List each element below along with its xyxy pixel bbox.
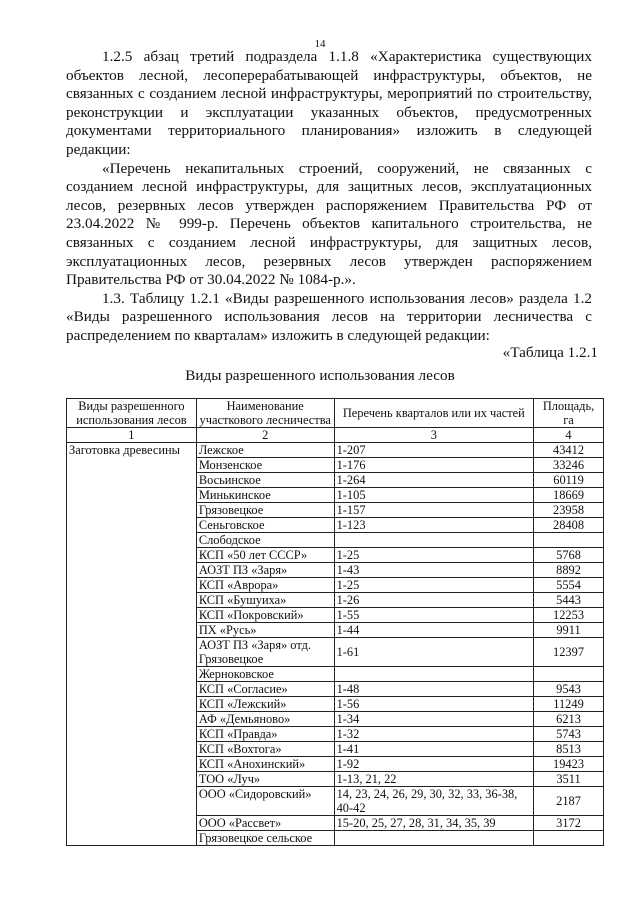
quarters-cell: 1-25 [334, 548, 533, 563]
forestry-name-cell: ТОО «Луч» [196, 772, 334, 787]
area-cell: 12253 [534, 608, 604, 623]
quarters-cell: 1-207 [334, 443, 533, 458]
area-cell: 9543 [534, 682, 604, 697]
area-cell [534, 831, 604, 846]
area-cell: 5768 [534, 548, 604, 563]
quarters-cell: 1-61 [334, 638, 533, 667]
forestry-name-cell: Жерноковское [196, 667, 334, 682]
column-number: 4 [534, 428, 604, 443]
table-caption: Виды разрешенного использования лесов [185, 367, 455, 384]
column-number: 3 [334, 428, 533, 443]
area-cell: 5443 [534, 593, 604, 608]
area-cell: 43412 [534, 443, 604, 458]
quarters-cell: 1-105 [334, 488, 533, 503]
area-cell: 3172 [534, 816, 604, 831]
column-number: 2 [196, 428, 334, 443]
forestry-name-cell: Сеньговское [196, 518, 334, 533]
area-cell [534, 667, 604, 682]
paragraph-1-2-5: 1.2.5 абзац третий подраздела 1.1.8 «Характеристика существующих объектов лесной, лесоперерабатывающей инфраструктуры, объектов, не связанных с созданием лесной инфраструктуры, мероприятий по строительству, реконструкции и эксплуатации указанных объектов, предусмотренных документами территориального планирования» изложить в следующей редакции: [66, 48, 592, 158]
quarters-cell: 1-157 [334, 503, 533, 518]
quarters-cell: 1-264 [334, 473, 533, 488]
forestry-name-cell: КСП «Бушуиха» [196, 593, 334, 608]
paragraph-1-3: 1.3. Таблицу 1.2.1 «Виды разрешенного использования лесов» раздела 1.2 «Виды разрешенного использования лесов на территории лесничества с распределением по кварталам» изложить в следующей редакции: [66, 289, 592, 344]
area-cell: 19423 [534, 757, 604, 772]
forestry-name-cell: АФ «Демьяново» [196, 712, 334, 727]
quarters-cell: 1-26 [334, 593, 533, 608]
area-cell: 18669 [534, 488, 604, 503]
area-cell: 60119 [534, 473, 604, 488]
area-cell [534, 533, 604, 548]
header-forestry-name: Наименование участкового лесничества [196, 399, 334, 428]
column-number-row [67, 428, 604, 443]
quarters-cell [334, 533, 533, 548]
area-cell: 8513 [534, 742, 604, 757]
quarters-cell: 1-43 [334, 563, 533, 578]
quarters-cell: 15-20, 25, 27, 28, 31, 34, 35, 39 [334, 816, 533, 831]
forestry-name-cell: Монзенское [196, 458, 334, 473]
quarters-cell: 1-32 [334, 727, 533, 742]
area-cell: 23958 [534, 503, 604, 518]
quarters-cell: 1-176 [334, 458, 533, 473]
quarters-cell: 1-41 [334, 742, 533, 757]
paragraph-quote: «Перечень некапитальных строений, сооружений, не связанных с созданием лесной инфраструктуры, для защитных лесов, эксплуатационных лесов, резервных лесов утвержден распоряжением Правительства РФ от 23.04.2022 № 999-р. Перечень объектов капитального строительства, не связанных с созданием лесной инфраструктуры, для защитных лесов, эксплуатационных лесов, резервных лесов утвержден распоряжением Правительства РФ от 30.04.2022 № 1084-р.». [66, 159, 592, 289]
body-text [66, 48, 592, 346]
area-cell: 11249 [534, 697, 604, 712]
forestry-name-cell: Восьинское [196, 473, 334, 488]
forestry-name-cell: КСП «Согласие» [196, 682, 334, 697]
forestry-name-cell: ООО «Рассвет» [196, 816, 334, 831]
quarters-cell: 1-56 [334, 697, 533, 712]
forestry-name-cell: КСП «Вохтога» [196, 742, 334, 757]
quarters-cell [334, 831, 533, 846]
area-cell: 6213 [534, 712, 604, 727]
area-cell: 5554 [534, 578, 604, 593]
forestry-name-cell: ООО «Сидоровский» [196, 787, 334, 816]
quarters-cell: 1-92 [334, 757, 533, 772]
forestry-name-cell: КСП «50 лет СССР» [196, 548, 334, 563]
quarters-cell: 1-123 [334, 518, 533, 533]
area-cell: 5743 [534, 727, 604, 742]
quarters-cell: 1-44 [334, 623, 533, 638]
table-body [67, 443, 604, 846]
header-quarters: Перечень кварталов или их частей [334, 399, 533, 428]
forestry-name-cell: Грязовецкое сельское [196, 831, 334, 846]
area-cell: 28408 [534, 518, 604, 533]
header-area: Площадь, га [534, 399, 604, 428]
forestry-name-cell: КСП «Покровский» [196, 608, 334, 623]
forestry-name-cell: Лежское [196, 443, 334, 458]
forestry-name-cell: КСП «Аврора» [196, 578, 334, 593]
area-cell: 8892 [534, 563, 604, 578]
forestry-name-cell: ПХ «Русь» [196, 623, 334, 638]
quarters-cell: 1-55 [334, 608, 533, 623]
quarters-cell [334, 667, 533, 682]
use-type-cell: Заготовка древесины [67, 443, 197, 846]
quarters-cell: 1-48 [334, 682, 533, 697]
column-number: 1 [67, 428, 197, 443]
quarters-cell: 1-13, 21, 22 [334, 772, 533, 787]
forest-use-table [66, 398, 604, 846]
header-use-type: Виды разрешенного использования лесов [67, 399, 197, 428]
page-number: 14 [314, 38, 326, 50]
area-cell: 12397 [534, 638, 604, 667]
forestry-name-cell: Минькинское [196, 488, 334, 503]
area-cell: 2187 [534, 787, 604, 816]
quarters-cell: 1-34 [334, 712, 533, 727]
quarters-cell: 14, 23, 24, 26, 29, 30, 32, 33, 36-38, 40-42 [334, 787, 533, 816]
area-cell: 9911 [534, 623, 604, 638]
forestry-name-cell: КСП «Анохинский» [196, 757, 334, 772]
forestry-name-cell: КСП «Правда» [196, 727, 334, 742]
forestry-name-cell: Слободское [196, 533, 334, 548]
forestry-name-cell: АОЗТ ПЗ «Заря» [196, 563, 334, 578]
table-header-row [67, 399, 604, 428]
area-cell: 3511 [534, 772, 604, 787]
forestry-name-cell: КСП «Лежский» [196, 697, 334, 712]
area-cell: 33246 [534, 458, 604, 473]
table-reference: «Таблица 1.2.1 [502, 344, 598, 361]
forestry-name-cell: Грязовецкое [196, 503, 334, 518]
table-row [67, 443, 604, 458]
forestry-name-cell: АОЗТ ПЗ «Заря» отд. Грязовецкое [196, 638, 334, 667]
quarters-cell: 1-25 [334, 578, 533, 593]
